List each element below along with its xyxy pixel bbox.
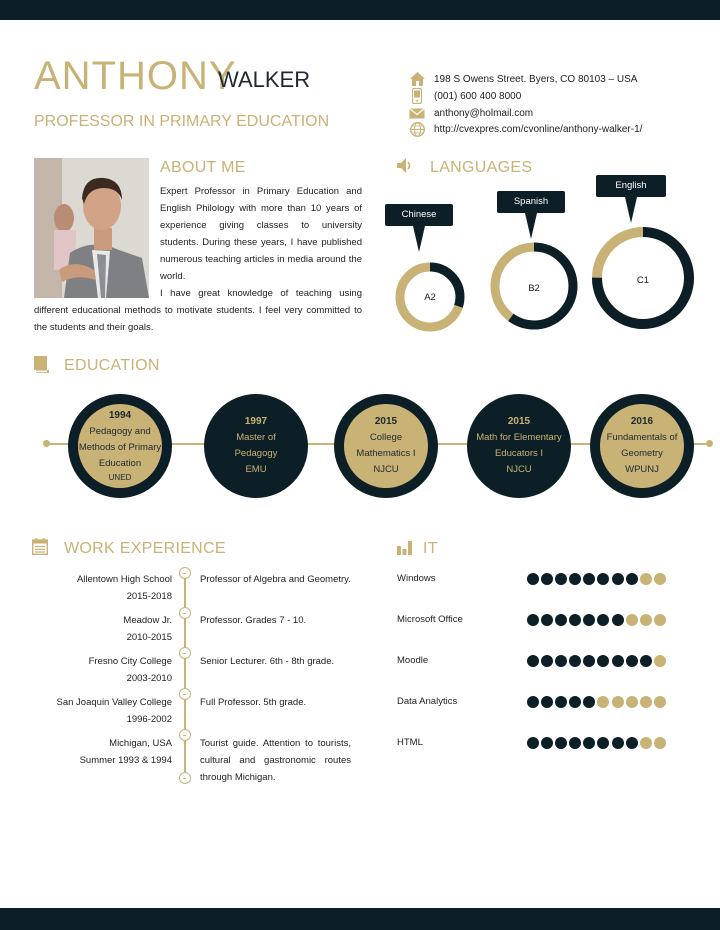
photo-spacer [34,183,160,299]
skill-dot [640,737,652,749]
it-skill-name: Moodle [397,655,429,666]
skill-dot [612,655,624,667]
language-bubble: Spanish [497,191,565,213]
education-school: NJCU [506,464,532,475]
skill-dot [583,614,595,626]
education-line: Educators I [494,448,544,459]
it-skill-dots [527,696,668,708]
skill-dot [569,573,581,585]
skill-dot [640,655,652,667]
education-school: NJCU [373,464,399,475]
work-role: Professor. Grades 7 - 10. [200,615,307,626]
work-timeline [184,571,186,781]
first-name: ANTHONY [34,54,237,98]
skill-dot [597,655,609,667]
timeline-node [179,647,191,659]
skill-dot [569,614,581,626]
education-line: Pedagogy and [89,426,151,437]
education-line: Geometry [621,448,663,459]
work-place: Fresno City College [88,656,172,667]
education-school: WPUNJ [625,464,659,475]
it-skill-dots [527,614,668,626]
work-place-block [40,653,172,687]
job-title: PROFESSOR IN PRIMARY EDUCATION [34,113,330,130]
bottom-bar [0,908,720,930]
language-level: A2 [424,292,436,303]
education-line: College [369,432,403,443]
education-school: UNED [108,473,132,482]
about-paragraph: I have great knowledge of teaching using different educational methods to motivate students. I feel very committed to the students and their goals. [34,288,362,333]
skill-dot [640,573,652,585]
timeline-dot [706,440,713,447]
skill-dot [626,737,638,749]
skill-dot [555,696,567,708]
timeline-node [179,607,191,619]
education-year: 2016 [630,416,654,427]
skill-dot [626,614,638,626]
skill-dot [527,737,539,749]
skill-dot [555,614,567,626]
work-heading: WORK EXPERIENCE [64,540,226,557]
education-heading: EDUCATION [64,357,160,374]
education-line: Mathematics I [356,448,416,459]
work-dates: 2010-2015 [126,632,172,643]
language-level: B2 [528,283,540,294]
skill-dot [541,655,553,667]
language-bubble: English [596,175,666,197]
it-skill-name: Microsoft Office [397,614,463,625]
skill-dot [555,655,567,667]
work-role: Professor of Algebra and Geometry. [200,574,351,585]
timeline-node [179,729,191,741]
education-item [590,394,694,498]
phone-text: (001) 600 400 8000 [434,90,522,102]
mail-icon [408,105,426,121]
education-year: 2015 [374,416,398,427]
skill-dot [626,573,638,585]
work-role: Full Professor. 5th grade. [200,697,307,708]
home-icon [408,71,426,87]
education-line: Education [98,458,142,469]
work-place: Allentown High School [76,574,172,585]
skill-dot [654,737,666,749]
contact-phone [408,88,521,104]
skill-dot [527,696,539,708]
skill-dot [569,696,581,708]
website-text[interactable]: http://cvexpres.com/cvonline/anthony-walker-1/ [434,123,643,135]
work-role: Senior Lecturer. 6th - 8th grade. [200,656,335,667]
top-bar [0,0,720,20]
email-text[interactable]: anthony@holmail.com [434,107,534,119]
skill-dot [541,614,553,626]
work-dates: Summer 1993 & 1994 [79,755,172,766]
education-school: EMU [245,464,267,475]
it-skill-name: Windows [397,573,436,584]
skill-dot [612,737,624,749]
phone-icon [408,88,426,104]
it-skill-name: HTML [397,737,423,748]
bar-chart-icon [397,541,412,560]
skill-dot [654,573,666,585]
it-skill-name: Data Analytics [397,696,458,707]
book-icon [34,356,49,378]
skill-dot [597,614,609,626]
skill-dot [583,655,595,667]
work-place: Michigan, USA [109,738,172,749]
skill-dot [541,573,553,585]
skill-dot [640,614,652,626]
it-skill-dots [527,573,668,585]
skill-dot [654,614,666,626]
education-line: Methods of Primary [78,442,162,453]
skill-dot [569,737,581,749]
work-dates: 2003-2010 [126,673,172,684]
about-heading: ABOUT ME [160,159,246,176]
education-year: 2015 [507,416,531,427]
globe-icon [408,121,426,137]
it-heading: IT [423,540,438,557]
skill-dot [527,655,539,667]
work-place: Meadow Jr. [123,615,172,626]
skill-dot [654,696,666,708]
skill-dot [527,614,539,626]
education-line: Master of [236,432,276,443]
contact-website[interactable] [408,121,642,137]
work-dates: 1996-2002 [126,714,172,725]
education-item [68,394,172,498]
work-place-block [40,694,172,728]
about-text [34,183,362,336]
work-place-block [40,735,172,769]
skill-dot [541,737,553,749]
language-bubble: Chinese [385,204,453,226]
education-item [467,394,571,498]
skill-dot [555,573,567,585]
skill-dot [626,696,638,708]
skill-dot [555,737,567,749]
skill-dot [527,573,539,585]
about-paragraph: Expert Professor in Primary Education and English Philology with more than 10 years of experience giving classes to university students. During these years, I have published numerous teaching articles in media around the world. [160,186,362,282]
speaker-icon [397,158,414,178]
work-place: San Joaquin Valley College [56,697,172,708]
education-line: Fundamentals of [606,432,678,443]
skill-dot [569,655,581,667]
skill-dot [640,696,652,708]
skill-dot [654,655,666,667]
education-year: 1997 [244,416,268,427]
skill-dot [583,737,595,749]
skill-dot [612,696,624,708]
skill-dot [583,696,595,708]
work-place-block [40,612,172,646]
education-line: Math for Elementary [476,432,562,443]
languages-heading: LANGUAGES [430,159,533,176]
contact-address [408,71,637,87]
work-role: Tourist guide. Attention to tourists, cultural and gastronomic routes through Michigan. [200,738,351,783]
it-skill-dots [527,655,668,667]
it-skill-dots [527,737,668,749]
education-year: 1994 [108,410,132,421]
skill-dot [583,573,595,585]
address-text: 198 S Owens Street. Byers, CO 80103 – USA [434,73,638,85]
skill-dot [597,696,609,708]
timeline-dot [43,440,50,447]
education-item [204,394,308,498]
timeline-node [179,772,191,784]
skill-dot [612,614,624,626]
education-item [334,394,438,498]
language-level: C1 [636,275,650,286]
skill-dot [597,737,609,749]
last-name: WALKER [218,67,311,92]
work-place-block [40,571,172,605]
calendar-icon [32,538,48,560]
skill-dot [626,655,638,667]
skill-dot [612,573,624,585]
contact-email[interactable] [408,105,533,121]
timeline-node [179,567,191,579]
work-dates: 2015-2018 [126,591,172,602]
skill-dot [597,573,609,585]
skill-dot [541,696,553,708]
timeline-node [179,688,191,700]
education-line: Pedagogy [234,448,278,459]
